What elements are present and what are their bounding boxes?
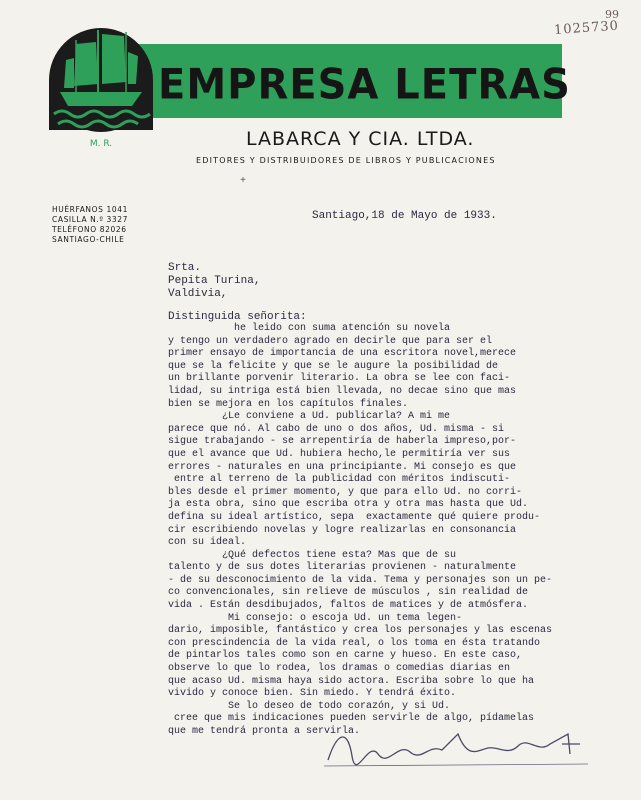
company-name: LABARCA Y CIA. LTDA.: [246, 128, 475, 150]
body-line: co convencionales, sin relieve de músculos , sin realidad de: [168, 587, 529, 599]
body-line: ja esta obra, sino que escriba otra y otra mas hasta que Ud.: [168, 499, 529, 511]
signature: [318, 720, 598, 770]
body-line: ¿Qué defectos tiene esta? Mas que de su: [168, 549, 457, 561]
body-line: he leido con suma atención su novela: [168, 323, 451, 334]
company-address: [52, 205, 128, 245]
body-line: ¿Le conviene a Ud. publicarla? A mi me: [168, 411, 451, 423]
body-line: primer ensayo de importancia de una escritora novel,merece: [168, 348, 517, 360]
recipient-line: Valdivia,: [168, 288, 228, 300]
body-line: que se la felicite y que se le augure la posibilidad de: [168, 360, 499, 372]
body-line: con su ideal.: [168, 537, 247, 549]
body-line: parece que nó. Al cabo de uno o dos años, Ud. misma - si: [168, 423, 505, 435]
body-line: con prescindencia de la vida real, o los toma en ésta tratando: [168, 637, 541, 649]
brand-name: EMPRESA LETRAS: [158, 60, 571, 110]
body-line: cir escribiendo novelas y logre realizarlas en consonancia: [168, 524, 517, 536]
letter-body: [168, 323, 588, 739]
address-line: TELÉFONO 82026: [52, 225, 127, 234]
ship-logo: [46, 22, 156, 172]
body-line: bien se mejora en los capítulos finales.: [168, 398, 409, 410]
ship-logo-icon: [46, 22, 156, 172]
archive-number-top: 99: [605, 8, 619, 21]
body-line: que el avance que Ud. hubiera hecho,le permitiría ver sus: [168, 448, 511, 460]
body-line: que me tendrá pronta a servirla.: [168, 726, 361, 737]
body-line: de pintarlos tales como son en carne y hueso. En este caso,: [168, 650, 523, 662]
body-line: entre al terreno de la publicidad con méritos indiscuti-: [168, 474, 511, 486]
body-line: errores - naturales en una principiante. Mi consejo es que: [168, 461, 517, 473]
recipient-line: Pepita Turina,: [168, 275, 261, 287]
address-line: SANTIAGO-CHILE: [52, 235, 125, 244]
archive-number: [549, 8, 620, 39]
body-line: observe lo que lo rodea, los dramas o comedias diarias en: [168, 663, 511, 675]
recipient-block: [168, 262, 260, 301]
body-line: - de su desconocimiento de la vida. Tema y personajes son un pe-: [168, 574, 553, 586]
small-mark: +: [240, 176, 247, 187]
recipient-line: Srta.: [168, 262, 202, 274]
company-subtitle: EDITORES Y DISTRIBUIDORES DE LIBROS Y PUBLICACIONES: [196, 156, 496, 165]
body-line: talento y de sus dotes literarias provienen - naturalmente: [168, 562, 517, 574]
body-line: sigue trabajando - se arrepentiría de haberla impreso,por-: [168, 436, 517, 448]
body-line: y tengo un verdadero agrado en decirle que para ser el: [168, 335, 493, 347]
logo-monogram: M. R.: [89, 139, 113, 149]
body-line: Mi consejo: o escoja Ud. un tema legen-: [168, 612, 463, 624]
body-line: bles desde el primer momento, y que para ello Ud. no corri-: [168, 486, 523, 498]
letter-date: Santiago,18 de Mayo de 1933.: [312, 210, 497, 222]
body-line: Se lo deseo de todo corazón, y si Ud.: [168, 700, 451, 712]
body-line: cree que mis indicaciones pueden servirle de algo, pídamelas: [168, 713, 535, 725]
archive-number-main: 1025730: [553, 18, 620, 39]
body-line: lidad, su intriga está bien llevada, no decae sino que mas: [168, 385, 517, 397]
body-line: vida . Están desdibujados, faltos de matices y de atmósfera.: [168, 600, 529, 612]
body-line: dario, imposible, fantástico y crea los personajes y las escenas: [168, 625, 553, 637]
body-line: que acaso Ud. misma haya sido actora. Escriba sobre lo que ha: [168, 675, 535, 687]
body-line: defina su ideal artístico, sepa exactamente qué quiere produ-: [168, 511, 541, 523]
address-line: HUÉRFANOS 1041: [52, 205, 128, 214]
salutation: Distinguida señorita:: [168, 311, 307, 323]
body-line: un brillante porvenir literario. La obra se lee con faci-: [168, 373, 511, 385]
signature-icon: [318, 720, 598, 770]
body-line: vivido y conoce bien. Sin miedo. Y tendrá éxito.: [168, 688, 457, 700]
address-line: CASILLA N.º 3327: [52, 215, 128, 224]
